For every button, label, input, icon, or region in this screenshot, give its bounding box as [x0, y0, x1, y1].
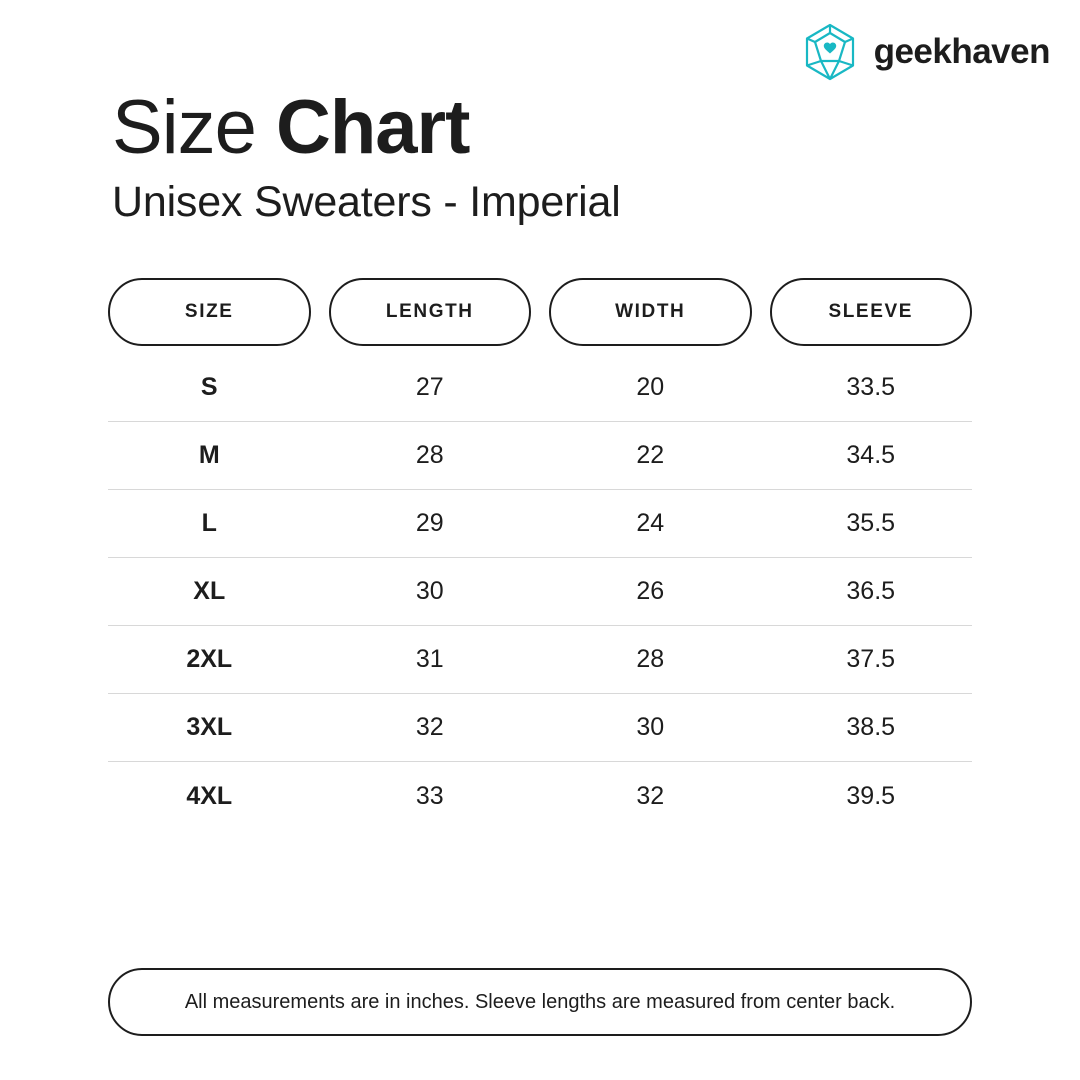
- table-row: [108, 558, 972, 626]
- size-table: [108, 278, 972, 830]
- table-row: [108, 762, 972, 830]
- brand-name: geekhaven: [873, 32, 1050, 71]
- table-header-row: [108, 278, 972, 346]
- cell-width: 26: [636, 577, 665, 605]
- cell-size: 4XL: [186, 781, 233, 810]
- cell-width: 20: [636, 373, 665, 401]
- cell-sleeve: 33.5: [846, 373, 896, 401]
- cell-width: 30: [636, 713, 665, 741]
- cell-sleeve: 37.5: [846, 645, 896, 673]
- cell-length: 27: [415, 373, 444, 401]
- cell-length: 29: [415, 509, 444, 537]
- cell-sleeve: 35.5: [846, 509, 896, 537]
- d20-dice-heart-icon: [800, 22, 860, 82]
- page-subtitle: Unisex Sweaters - Imperial: [112, 178, 621, 226]
- cell-sleeve: 34.5: [846, 441, 896, 469]
- table-row: [108, 354, 972, 422]
- brand-lockup: [800, 22, 1050, 82]
- measurement-footnote: All measurements are in inches. Sleeve lengths are measured from center back.: [108, 968, 972, 1036]
- page-title-light: Size: [112, 85, 276, 170]
- cell-length: 28: [415, 441, 444, 469]
- cell-width: 28: [636, 645, 665, 673]
- title-block: [112, 86, 621, 226]
- cell-width: 32: [636, 781, 665, 810]
- cell-size: XL: [193, 577, 226, 605]
- cell-sleeve: 38.5: [846, 713, 896, 741]
- table-row: [108, 694, 972, 762]
- cell-size: M: [198, 441, 220, 469]
- cell-sleeve: 39.5: [846, 781, 896, 810]
- cell-width: 22: [636, 441, 665, 469]
- page-title-bold: Chart: [275, 85, 470, 170]
- cell-size: 2XL: [186, 645, 233, 673]
- cell-size: S: [200, 373, 218, 401]
- cell-size: 3XL: [186, 713, 233, 741]
- cell-length: 33: [415, 781, 444, 810]
- cell-length: 32: [415, 713, 444, 741]
- column-header-width: WIDTH: [549, 278, 752, 346]
- cell-width: 24: [636, 509, 665, 537]
- cell-size: L: [201, 509, 217, 537]
- column-header-sleeve: SLEEVE: [770, 278, 973, 346]
- cell-length: 31: [415, 645, 444, 673]
- table-row: [108, 626, 972, 694]
- column-header-length: LENGTH: [329, 278, 532, 346]
- cell-sleeve: 36.5: [846, 577, 896, 605]
- table-row: [108, 422, 972, 490]
- page-title: [112, 86, 621, 170]
- column-header-size: SIZE: [108, 278, 311, 346]
- table-row: [108, 490, 972, 558]
- cell-length: 30: [415, 577, 444, 605]
